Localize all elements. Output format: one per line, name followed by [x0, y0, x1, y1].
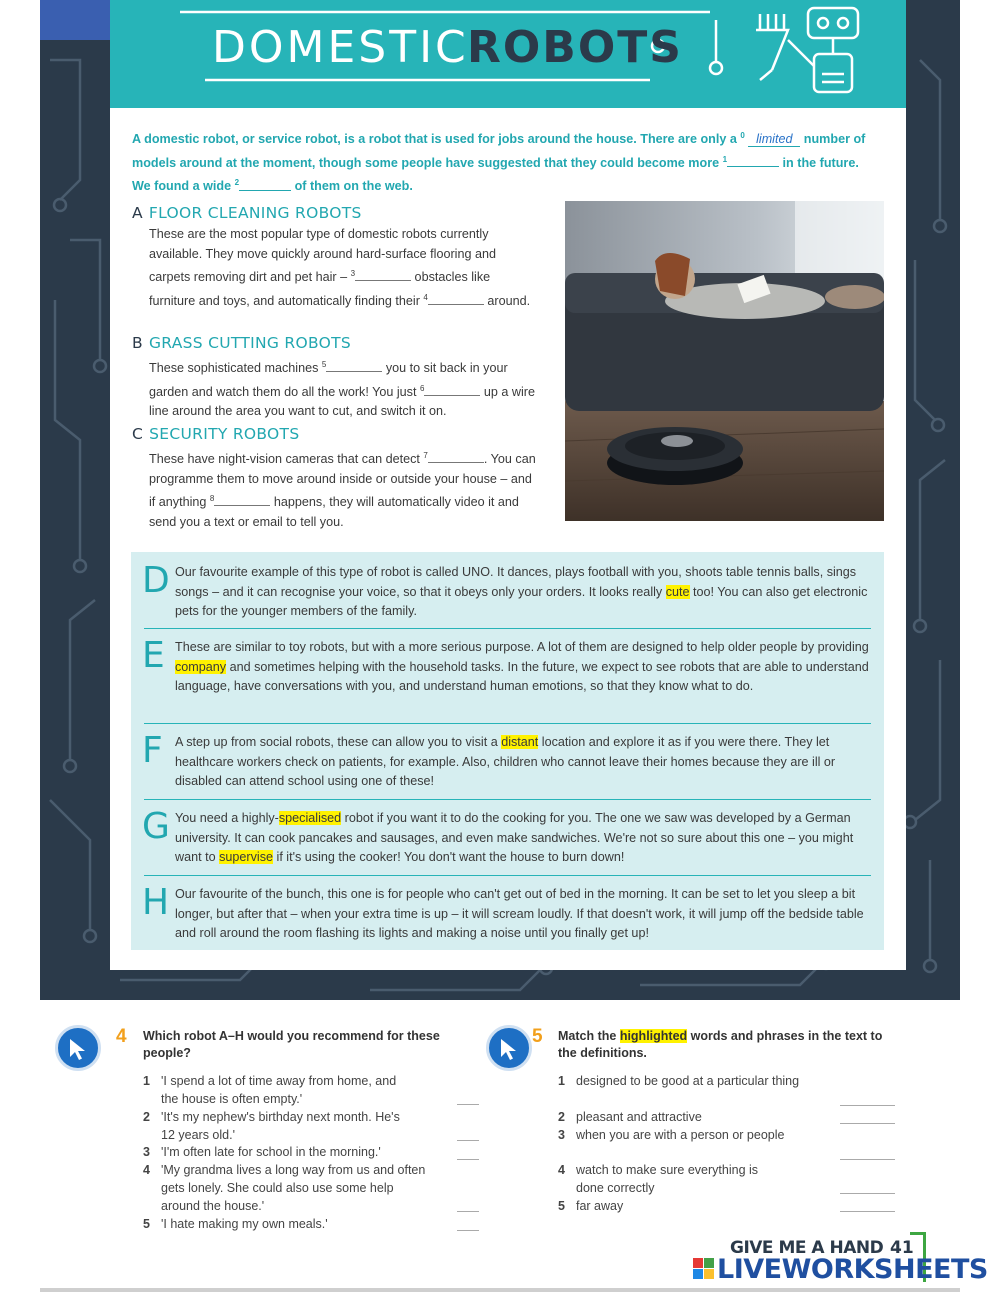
gap-number: 2	[234, 178, 240, 188]
highlighted-word: highlighted	[619, 1029, 688, 1043]
gap-number: 7	[423, 451, 428, 460]
gap-number: 6	[419, 383, 425, 393]
paragraph-f	[175, 733, 870, 792]
exercise-5-item	[558, 1072, 803, 1090]
exercise-4-item	[143, 1143, 433, 1161]
item-text: designed to be good at a particular thing	[576, 1074, 800, 1088]
exercise-5-item	[558, 1126, 788, 1144]
body-text: A step up from social robots, these can allow you to visit a	[175, 735, 502, 749]
exercise-5-item	[558, 1108, 818, 1126]
page-title-light: DOMESTIC	[212, 22, 469, 73]
unit-label: GIVE ME A HAND	[730, 1238, 884, 1258]
exercise-5-question	[558, 1028, 898, 1062]
paragraph-letter-g: G	[142, 806, 170, 847]
section-c-body	[149, 446, 541, 532]
gap-number: 0	[740, 131, 745, 140]
gap-number: 1	[722, 154, 728, 164]
answer-line[interactable]	[457, 1140, 479, 1141]
highlighted-word: specialised	[278, 811, 342, 825]
highlighted-word: distant	[501, 735, 539, 749]
exercise-4-item	[143, 1108, 408, 1144]
item-text: when you are with a person or people	[576, 1128, 785, 1142]
gap-answer-0[interactable]: limited	[748, 132, 800, 147]
exercise-5-pointer-icon	[486, 1025, 532, 1071]
body-text: happens, they will automatically video it and send you a text or email to tell you.	[149, 495, 519, 529]
section-a-body	[149, 225, 539, 311]
body-text: and sometimes helping with the household tasks. In the future, we expect to see robots that are able to understand language, have conversations with you, and understand human emotions, so that they know what to do.	[175, 659, 869, 693]
robot-vacuum-photo	[565, 201, 884, 521]
gap-5-input[interactable]	[326, 360, 382, 372]
section-title: SECURITY ROBOTS	[149, 425, 300, 443]
exercise-5-number: 5	[532, 1026, 543, 1047]
answer-line[interactable]	[840, 1193, 895, 1194]
paragraph-letter-e: E	[142, 635, 165, 676]
intro-text: A domestic robot, or service robot, is a robot that is used for jobs around the house. There are only a	[132, 132, 741, 147]
section-title: FLOOR CLEANING ROBOTS	[148, 204, 362, 222]
section-letter: B	[132, 334, 143, 352]
item-number: 1	[558, 1074, 565, 1088]
answer-line[interactable]	[457, 1230, 479, 1231]
answer-line[interactable]	[840, 1105, 895, 1106]
footer-divider	[40, 1288, 960, 1292]
item-number: 4	[558, 1163, 565, 1177]
item-text: 'My grandma lives a long way from us and often gets lonely. She could also use some help around the house.'	[161, 1163, 426, 1213]
body-text: Our favourite example of this type of robot is called UNO. It dances, plays football with you, shoots table tennis balls, sings songs – and it can recognise your voice, so that it obeys only your orders. It looks really	[175, 565, 857, 599]
item-number: 2	[558, 1110, 565, 1124]
item-text: 'I'm often late for school in the morning.'	[161, 1145, 381, 1159]
exercise-4-item	[143, 1161, 433, 1215]
body-text: These sophisticated machines	[149, 361, 322, 376]
section-title: GRASS CUTTING ROBOTS	[148, 334, 352, 352]
answer-line[interactable]	[457, 1104, 479, 1105]
exercise-4-question: Which robot A–H would you recommend for these people?	[143, 1029, 440, 1060]
item-text: far away	[576, 1199, 624, 1213]
body-text: if it's using the cooker! You don't want the house to burn down!	[273, 850, 625, 864]
item-text: 'It's my nephew's birthday next month. He's 12 years old.'	[161, 1110, 400, 1142]
body-text: . You can programme them to move around inside or outside your house – and if anything	[149, 452, 536, 510]
logo-blocks-icon	[693, 1258, 715, 1280]
section-c-heading	[132, 425, 299, 443]
gap-2-input[interactable]	[239, 190, 291, 191]
robot-illustration-icon	[756, 8, 858, 92]
page-title-bold: ROBOTS	[467, 22, 683, 73]
gap-number: 3	[350, 269, 356, 278]
body-text: These are the most popular type of domestic robots currently available. They move quickly around hard-surface flooring and carpets removing dirt and pet hair –	[149, 227, 496, 285]
body-text: robot if you want it to do the cooking for you. The one we saw was developed by a German university. It can cook pancakes and sausages, and even make sandwiches. We're not so sure about this one – you might want to	[175, 811, 854, 864]
answer-line[interactable]	[457, 1211, 479, 1212]
exercise-4-pointer-icon	[55, 1025, 101, 1071]
item-number: 3	[143, 1145, 150, 1159]
divider	[144, 875, 871, 876]
paragraph-g	[175, 809, 870, 868]
section-letter: C	[132, 425, 144, 443]
exercise-5-item	[558, 1161, 788, 1197]
section-b-body	[149, 355, 549, 422]
gap-3-input[interactable]	[355, 269, 411, 281]
section-letter: A	[132, 204, 143, 222]
item-number: 3	[558, 1128, 565, 1142]
body-text: These are similar to toy robots, but with a more serious purpose. A lot of them are designed to help older people by providing	[175, 640, 869, 654]
section-b-heading	[132, 334, 351, 352]
intro-text: of them on the web.	[291, 179, 413, 194]
item-text: 'I hate making my own meals.'	[161, 1217, 328, 1231]
body-text: up a wire line around the area you want to cut, and switch it on.	[149, 384, 535, 419]
gap-number: 5	[321, 360, 327, 369]
liveworksheets-logo[interactable]	[693, 1254, 993, 1284]
body-text: These have night-vision cameras that can detect	[149, 452, 424, 467]
header-accent-strip	[40, 0, 110, 40]
paragraph-h	[175, 885, 870, 944]
highlighted-word: cute	[665, 584, 690, 599]
body-text: location and explore it as if you were there. They let healthcare workers check on patients, for example. Also, children who cannot leave their homes because they are ill or disabled can attend school using one of these!	[175, 735, 836, 788]
divider	[144, 723, 871, 724]
highlighted-word: supervise	[219, 850, 274, 864]
intro-text: in the future. We found a wide	[132, 155, 859, 194]
item-number: 5	[143, 1217, 150, 1231]
section-a-heading	[132, 204, 362, 222]
answer-line[interactable]	[840, 1211, 895, 1212]
exercise-4-item	[143, 1072, 408, 1108]
paragraph-letter-h: H	[142, 882, 170, 923]
page-number: 41	[890, 1238, 914, 1258]
body-text: you to sit back in your garden and watch them do all the work! You just	[149, 361, 508, 399]
item-text: 'I spend a lot of time away from home, and the house is often empty.'	[161, 1074, 397, 1106]
paragraph-letter-f: F	[142, 730, 163, 771]
paragraph-d	[175, 563, 870, 622]
answer-line[interactable]	[457, 1159, 479, 1160]
body-text: You need a highly-	[175, 811, 279, 825]
item-number: 1	[143, 1074, 150, 1088]
exercise-5-item	[558, 1197, 788, 1215]
item-text: watch to make sure everything is done correctly	[576, 1163, 759, 1195]
gap-number: 4	[423, 292, 428, 302]
gap-1-input[interactable]	[727, 166, 779, 167]
paragraph-e	[175, 638, 870, 697]
exercise-4-item	[143, 1215, 408, 1233]
answer-line[interactable]	[840, 1123, 895, 1124]
question-text: words and phrases in the text to the definitions.	[558, 1029, 883, 1060]
item-text: pleasant and attractive	[576, 1110, 702, 1124]
item-number: 5	[558, 1199, 565, 1213]
gap-4-input[interactable]	[428, 293, 484, 305]
intro-paragraph	[132, 126, 880, 197]
gap-6-input[interactable]	[424, 384, 480, 396]
intro-text: number of models around at the moment, though some people have suggested that they could become more	[132, 132, 866, 170]
item-number: 4	[143, 1163, 150, 1177]
answer-line[interactable]	[840, 1159, 895, 1160]
logo-text: LIVEWORKSHEETS	[717, 1254, 988, 1285]
item-number: 2	[143, 1110, 150, 1124]
paragraph-letter-d: D	[142, 560, 170, 601]
gap-number: 8	[209, 494, 215, 504]
divider	[144, 799, 871, 800]
body-text: Our favourite of the bunch, this one is for people who can't get out of bed in the morning. It can be set to let you sleep a bit longer, but after that – when your extra time is up – it will scream loudly. If that doesn't work, it will jump off the bedside table and roll around the room flashing its lights and making a noise until you finally get up!	[175, 887, 864, 940]
body-text: around.	[483, 293, 531, 308]
gap-8-input[interactable]	[214, 494, 270, 506]
highlighted-word: company	[175, 659, 227, 674]
body-text: obstacles like furniture and toys, and automatically finding their	[149, 270, 491, 308]
divider	[144, 628, 871, 629]
exercise-4-number: 4	[116, 1026, 127, 1047]
body-text: too! You can also get electronic pets for the younger members of the family.	[175, 584, 868, 618]
question-text: Match the	[558, 1029, 620, 1043]
gap-7-input[interactable]	[428, 451, 484, 463]
